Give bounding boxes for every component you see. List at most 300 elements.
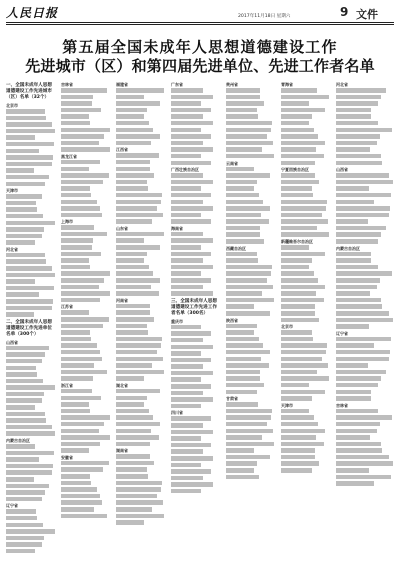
text-line [226,475,259,480]
text-line [281,461,319,466]
province-subhead: 北京市 [281,324,293,330]
text-line [226,173,270,178]
text-line [226,429,273,434]
text-line [61,507,94,512]
text-line [171,423,203,428]
text-line [336,114,371,119]
province-subhead: 江苏省 [61,304,73,310]
text-line [281,311,315,316]
text-line [281,154,324,159]
text-line [171,147,213,152]
text-line [281,114,312,119]
text-line [171,371,213,376]
text-line [6,122,52,127]
province-subhead: 重庆市 [171,318,183,324]
text-line [116,193,162,198]
masthead [6,4,394,22]
text-line [6,155,53,160]
text-line [226,154,274,159]
text-line [226,265,272,270]
text-line [336,448,382,453]
text-line [6,194,42,199]
text-line [281,200,327,205]
text-line [171,404,201,409]
text-line [336,442,381,447]
text-line [171,258,203,263]
province-subhead: 江西省 [116,147,128,153]
text-line [281,101,309,106]
text-line [61,310,89,315]
text-line [281,370,317,375]
text-line [6,129,55,134]
text-line [336,318,393,323]
text-line [281,206,326,211]
text-line [116,376,144,381]
text-line [226,252,257,257]
text-line [116,121,149,126]
text-line [61,180,103,185]
text-line [171,384,211,389]
province-subhead: 海南省 [171,225,183,231]
text-line [281,88,317,93]
text-line [226,390,257,395]
text-line [226,167,254,172]
text-line [336,219,368,224]
text-line [336,415,392,420]
text-line [226,311,270,316]
text-line [226,186,254,191]
text-line [61,396,101,401]
text-line [336,357,389,362]
text-line [116,108,147,113]
text-line [171,101,201,106]
text-line [116,363,152,368]
text-line [116,271,153,276]
masthead-rule [6,22,394,23]
text-line [116,252,147,257]
text-line [281,396,312,401]
text-line [336,481,374,486]
text-line [6,135,35,140]
text-line [171,238,213,243]
page-number: 9 [340,5,349,19]
text-line [226,278,267,283]
text-line [171,278,211,283]
text-line [6,306,52,311]
text-line [171,285,203,290]
text-line [171,482,213,487]
text-line [116,167,150,172]
text-line [61,514,107,519]
text-line [281,213,322,218]
text-line [171,245,201,250]
text-line [61,363,94,368]
text-line [61,238,93,243]
province-subhead: 四川省 [171,410,183,416]
text-line [116,310,150,315]
text-line [281,422,318,427]
text-line [61,376,93,381]
text-line [6,405,35,410]
text-line [226,141,273,146]
text-line [116,429,151,434]
section-heading: 二、全国未成年人思想道德建设工作先进单位名单（300个） [6,319,52,337]
text-line [61,141,99,146]
text-line [281,468,312,473]
text-line [226,363,269,368]
text-line [6,549,35,554]
section-heading: 一、全国未成年人思想道德建设工作先进城市（区）名单（32个） [6,83,52,100]
column-5 [226,80,276,558]
province-subhead: 陕西省 [226,317,238,323]
text-line [61,448,89,453]
text-line [61,271,110,276]
province-subhead: 吉林省 [336,402,348,408]
text-line [171,469,211,474]
text-line [336,95,381,100]
province-subhead: 浙江省 [61,382,73,388]
text-line [6,286,54,291]
text-line [61,258,89,263]
text-line [116,114,144,119]
text-line [61,487,97,492]
text-line [171,271,201,276]
text-line [226,88,260,93]
text-line [61,245,92,250]
text-line [6,398,42,403]
text-line [116,258,144,263]
text-line [226,128,271,133]
text-line [281,304,315,309]
column-6 [281,80,331,558]
text-line [336,141,377,146]
text-line [281,350,326,355]
text-line [116,454,150,459]
text-line [226,180,257,185]
text-line [281,245,309,250]
text-line [61,350,100,355]
text-line [226,343,263,348]
text-line [171,364,203,369]
text-line [281,173,315,178]
text-line [6,470,52,475]
text-line [171,325,201,330]
headline-line-2: 先进城市（区）和第四届先进单位、先进工作者名单 [25,57,375,75]
text-line [6,484,49,489]
text-line [226,455,270,460]
text-line [6,292,39,297]
text-line [116,507,152,512]
text-line [171,232,203,237]
text-line [116,409,149,414]
text-line [226,232,260,237]
text-line [281,376,329,381]
text-line [281,442,324,447]
text-line [281,291,316,296]
text-line [61,435,110,440]
text-line [61,134,104,139]
text-line [116,481,162,486]
text-line [226,134,267,139]
text-line [6,253,45,258]
text-line [171,391,203,396]
text-line [6,477,34,482]
text-line [171,358,211,363]
text-line [6,418,46,423]
text-line [336,186,369,191]
province-subhead: 上海市 [61,219,73,225]
text-line [336,291,370,296]
text-line [116,435,159,440]
text-line [336,121,378,126]
text-line [116,160,150,165]
text-line [61,167,89,172]
text-line [336,271,392,276]
province-subhead: 天津市 [281,402,293,408]
text-line [336,193,391,198]
text-line [281,429,325,434]
text-line [226,370,260,375]
text-line [61,324,103,329]
text-line [6,312,34,317]
text-line [116,415,153,420]
text-line [171,397,213,402]
text-line [6,149,39,154]
province-subhead: 新疆维吾尔自治区 [281,239,313,245]
text-line [226,291,262,296]
text-line [61,298,100,303]
text-line [226,108,257,113]
text-line [336,252,371,257]
text-line [171,200,203,205]
text-line [336,304,382,309]
text-line [116,337,162,342]
text-line [171,128,201,133]
text-line [171,463,201,468]
text-line [116,245,160,250]
province-subhead: 云南省 [226,160,238,166]
text-line [281,121,309,126]
text-line [171,436,201,441]
text-line [281,186,312,191]
article-body [6,80,394,558]
text-line [171,121,213,126]
province-subhead: 河北省 [6,246,18,252]
text-line [171,206,213,211]
province-subhead: 内蒙古自治区 [6,438,30,444]
text-line [6,542,42,547]
text-line [116,291,159,296]
text-line [6,234,42,239]
text-line [171,252,211,257]
text-line [226,285,273,290]
province-subhead: 山西省 [6,339,18,345]
text-line [336,108,371,113]
text-line [61,121,90,126]
text-line [281,390,325,395]
text-line [226,330,254,335]
text-line [336,88,386,93]
text-line [116,350,157,355]
text-line [116,487,161,492]
province-subhead: 辽宁省 [336,330,348,336]
text-line [226,147,262,152]
masthead-rule-thin [6,24,394,25]
column-7 [336,80,394,558]
text-line [281,128,314,133]
text-line [336,180,393,185]
text-line [116,370,164,375]
text-line [6,431,55,436]
text-line [226,422,267,427]
province-subhead: 天津市 [6,188,18,194]
province-subhead: 广东省 [171,82,183,87]
text-line [61,173,109,178]
text-line [61,225,94,230]
text-line [281,409,309,414]
text-line [171,108,211,113]
text-line [336,337,391,342]
text-line [116,396,147,401]
text-line [6,490,45,495]
text-line [336,461,393,466]
text-line [116,128,153,133]
text-line [226,415,271,420]
text-line [171,351,201,356]
text-line [226,298,274,303]
text-line [171,489,201,494]
text-line [6,451,54,456]
text-line [171,291,213,296]
text-line [61,402,89,407]
text-line [171,213,201,218]
text-line [281,232,329,237]
text-line [116,238,144,243]
text-line [336,206,390,211]
text-line [116,514,164,519]
text-line [336,154,381,159]
province-subhead: 山东省 [116,225,128,231]
column-2 [61,80,111,558]
text-line [226,435,262,440]
text-line [226,357,261,362]
text-line [116,520,144,525]
text-line [61,285,99,290]
text-line [226,193,259,198]
text-line [116,461,154,466]
text-line [336,258,371,263]
text-line [6,240,35,245]
text-line [336,435,370,440]
text-line [281,383,309,388]
text-line [281,193,313,198]
text-line [281,161,315,166]
text-line [6,116,46,121]
text-line [171,180,213,185]
text-line [61,330,90,335]
text-line [336,226,386,231]
text-line [116,219,152,224]
text-line [281,455,315,460]
text-line [281,252,325,257]
text-line [6,444,35,449]
text-line [116,101,160,106]
text-line [281,265,309,270]
text-line [171,331,211,336]
text-line [336,311,389,316]
province-subhead: 福建省 [116,82,128,87]
text-line [336,161,382,166]
section-heading: 三、全国未成年人思想道德建设工作先进工作者名单（300名） [171,298,217,316]
province-subhead: 吉林省 [61,82,73,87]
text-line [116,206,157,211]
text-line [6,464,53,469]
text-line [116,134,160,139]
text-line [171,377,201,382]
text-line [281,271,314,276]
text-line [336,396,371,401]
text-line [336,390,371,395]
headline-line-1: 第五届全国未成年人思想道德建设工作 [62,38,338,56]
text-line [6,523,43,528]
text-line [281,330,312,335]
text-line [171,161,211,166]
text-line [281,226,317,231]
text-line [116,180,147,185]
text-line [116,343,161,348]
text-line [226,461,257,466]
text-line [116,422,160,427]
text-line [61,442,100,447]
text-line [226,304,254,309]
text-line [61,213,102,218]
text-line [116,95,144,100]
text-line [171,430,213,435]
text-line [226,442,274,447]
text-line [336,475,391,480]
text-line [171,219,211,224]
text-line [6,201,36,206]
text-line [281,343,327,348]
text-line [6,412,45,417]
text-line [6,457,39,462]
text-line [226,324,257,329]
text-line [281,108,325,113]
text-line [116,285,151,290]
text-line [336,422,380,427]
text-line [171,416,211,421]
text-line [226,213,261,218]
text-line [6,259,46,264]
text-line [281,278,318,283]
column-4 [171,80,221,558]
text-line [171,449,203,454]
text-line [226,468,254,473]
text-line [336,298,381,303]
text-line [226,239,264,244]
text-line [6,392,44,397]
text-line [281,357,322,362]
text-line [336,265,378,270]
text-line [116,324,147,329]
text-line [116,232,164,237]
text-line [171,443,211,448]
text-line [61,200,97,205]
issue-date: 2017年11月18日 星期六 [238,14,291,19]
text-line [61,88,107,93]
text-line [116,317,154,322]
text-line [6,372,37,377]
